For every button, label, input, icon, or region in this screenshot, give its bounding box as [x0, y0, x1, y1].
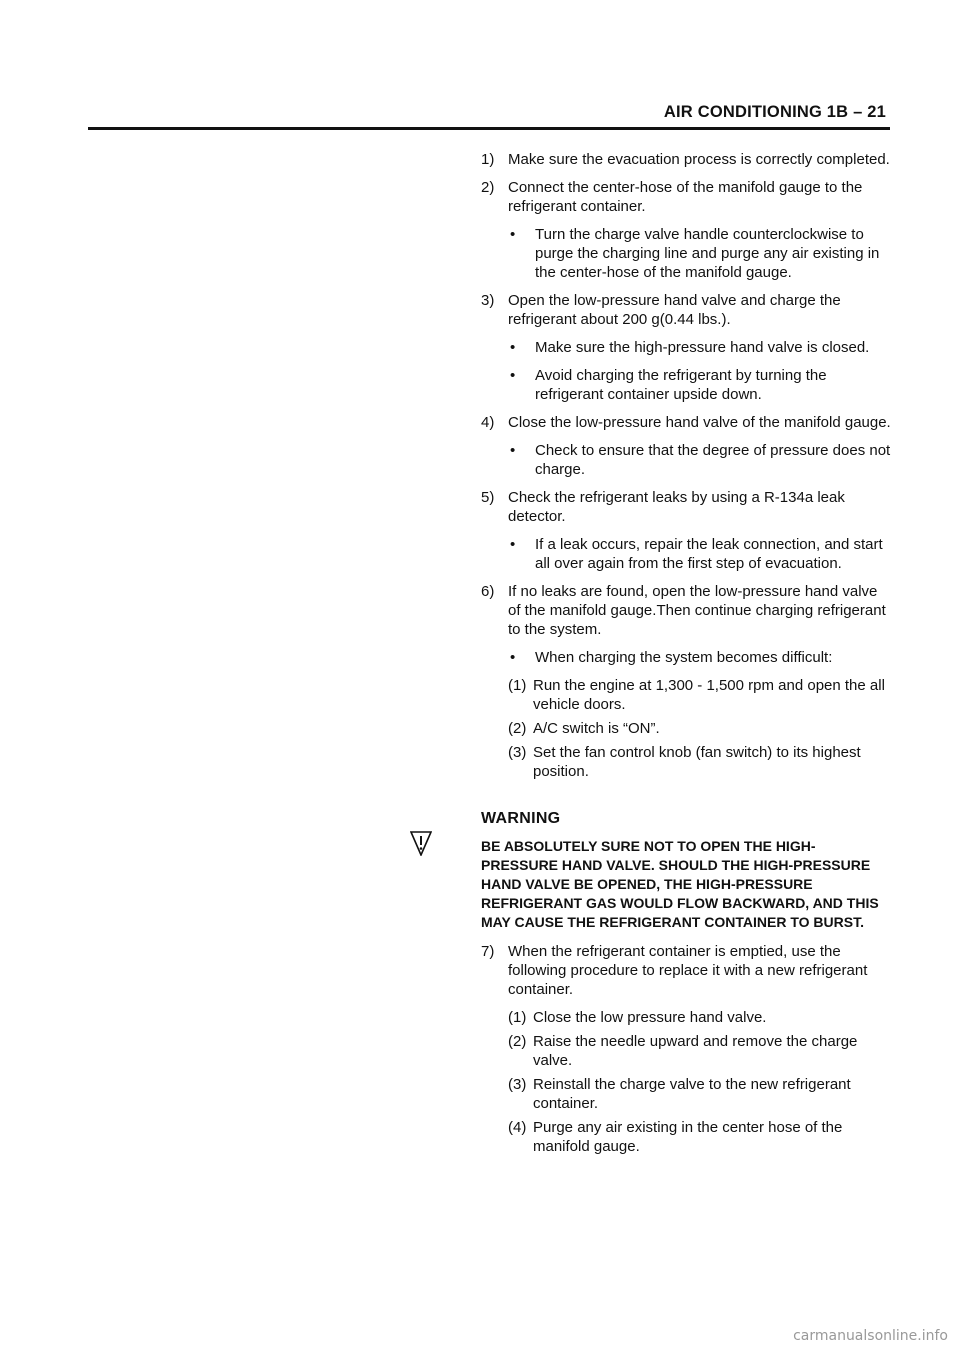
step-1	[481, 150, 891, 169]
step-text: Close the low-pressure hand valve of the manifold gauge.	[508, 414, 891, 431]
step-number: 7)	[481, 943, 495, 960]
step-number: 2)	[481, 179, 495, 196]
sub-step	[508, 719, 891, 738]
sub-step	[508, 1075, 891, 1113]
step-2	[481, 178, 891, 216]
warning-title: WARNING	[481, 810, 561, 827]
step-7	[481, 942, 891, 999]
step-5	[481, 488, 891, 526]
step-6	[481, 582, 891, 639]
bullet-text: When charging the system becomes difficult:	[535, 649, 833, 666]
bullet-text: Turn the charge valve handle counterclockwise to purge the charging line and purge any air existing in the center-hose of the manifold gauge.	[535, 226, 880, 281]
sub-step	[508, 743, 891, 781]
step-number: 5)	[481, 489, 495, 506]
step-text: Connect the center-hose of the manifold gauge to the refrigerant container.	[508, 179, 863, 215]
bullet-text: If a leak occurs, repair the leak connection, and start all over again from the first step of evacuation.	[535, 536, 883, 572]
step-text: If no leaks are found, open the low-pressure hand valve of the manifold gauge.Then continue charging refrigerant to the system.	[508, 583, 886, 638]
step-4	[481, 413, 891, 432]
footer-watermark: carmanualsonline.info	[793, 1328, 948, 1344]
bullet-mark: •	[510, 226, 516, 243]
bullet-item	[508, 366, 891, 404]
bullet-mark: •	[510, 649, 516, 666]
bullet-text: Check to ensure that the degree of pressure does not charge.	[535, 442, 891, 478]
sub-step-number: (3)	[508, 1076, 527, 1093]
procedure-content	[481, 150, 891, 1161]
bullet-item	[508, 441, 891, 479]
bullet-mark: •	[510, 339, 516, 356]
header-rule	[88, 127, 890, 130]
sub-step-number: (2)	[508, 720, 527, 737]
sub-step-text: Reinstall the charge valve to the new refrigerant container.	[533, 1076, 851, 1112]
warning-triangle-icon	[410, 830, 432, 856]
sub-step-text: Purge any air existing in the center hose of the manifold gauge.	[533, 1119, 843, 1155]
bullet-item	[508, 225, 891, 282]
sub-step-text: Close the low pressure hand valve.	[533, 1009, 767, 1026]
sub-step-number: (1)	[508, 1009, 527, 1026]
step-text: Make sure the evacuation process is correctly completed.	[508, 151, 890, 168]
sub-step-text: Run the engine at 1,300 - 1,500 rpm and open the all vehicle doors.	[533, 677, 885, 713]
page-header: AIR CONDITIONING 1B – 21	[663, 103, 886, 121]
step-text: When the refrigerant container is emptied, use the following procedure to replace it with a new refrigerant container.	[508, 943, 868, 998]
step-number: 6)	[481, 583, 495, 600]
warning-body: BE ABSOLUTELY SURE NOT TO OPEN THE HIGH-PRESSURE HAND VALVE. SHOULD THE HIGH-PRESSURE HAND VALVE BE OPENED, THE HIGH-PRESSURE REFRIGERANT GAS WOULD FLOW BACKWARD, AND THIS MAY CAUSE THE REFRIGERANT CONTAINER TO BURST.	[481, 838, 879, 930]
step-3	[481, 291, 891, 329]
step-number: 3)	[481, 292, 495, 309]
bullet-item	[508, 338, 891, 357]
sub-step-number: (3)	[508, 744, 527, 761]
sub-step	[508, 1118, 891, 1156]
step-number: 4)	[481, 414, 495, 431]
bullet-text: Make sure the high-pressure hand valve is closed.	[535, 339, 870, 356]
sub-step	[508, 1008, 891, 1027]
bullet-text: Avoid charging the refrigerant by turning the refrigerant container upside down.	[535, 367, 827, 403]
sub-step-text: Raise the needle upward and remove the charge valve.	[533, 1033, 858, 1069]
sub-step	[508, 676, 891, 714]
step-number: 1)	[481, 151, 495, 168]
sub-step-text: A/C switch is “ON”.	[533, 720, 660, 737]
sub-step	[508, 1032, 891, 1070]
bullet-item	[508, 648, 891, 667]
bullet-item	[508, 535, 891, 573]
sub-step-number: (4)	[508, 1119, 527, 1136]
sub-step-number: (2)	[508, 1033, 527, 1050]
step-text: Check the refrigerant leaks by using a R-134a leak detector.	[508, 489, 845, 525]
sub-step-number: (1)	[508, 677, 527, 694]
step-text: Open the low-pressure hand valve and charge the refrigerant about 200 g(0.44 lbs.).	[508, 292, 841, 328]
bullet-mark: •	[510, 536, 516, 553]
bullet-mark: •	[510, 442, 516, 459]
bullet-mark: •	[510, 367, 516, 384]
sub-step-text: Set the fan control knob (fan switch) to its highest position.	[533, 744, 861, 780]
